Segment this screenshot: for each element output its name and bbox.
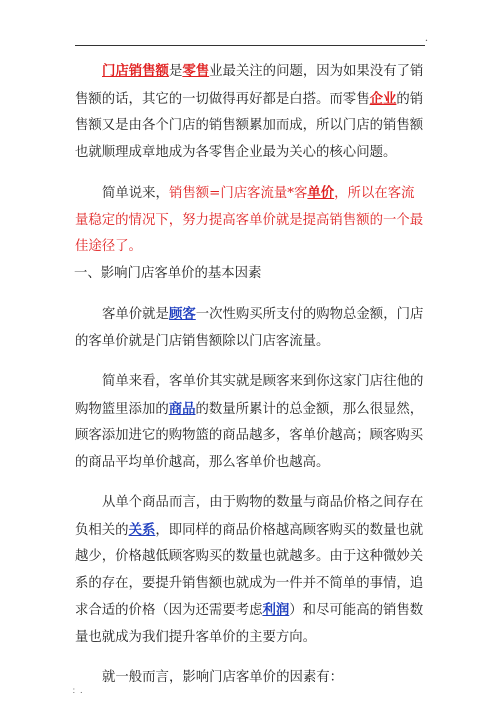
link-retail[interactable]: 零售 (182, 63, 210, 79)
text: 业最关注的问题，因为如果没有了销售额的话，其它的一切做得再好都是白搭。而零售 (75, 64, 424, 107)
text: 从单个商品而言，由于购物的数量与商品价格之间存在负相关的 (75, 495, 424, 538)
paragraph-definition (75, 301, 425, 355)
link-relation[interactable]: 关系 (128, 521, 156, 538)
paragraph-factors-intro: 就一般而言，影响门店客单价的因素有： (102, 670, 344, 685)
text: 一次性购买所支付的购物总金额，门店的客单价就是门店销售额除以门店客流量。 (75, 307, 424, 349)
text: 是 (168, 64, 183, 79)
text: 简单来看，客单价其实就是顾客来到你这家门店往他的购物篮里添加的 (75, 374, 424, 417)
footer-mark: ：. (72, 686, 83, 695)
text: ）和尽可能高的销售数量也就成为我们提升客单价的主要方向。 (75, 603, 424, 645)
link-profit[interactable]: 利润 (262, 602, 290, 618)
paragraph-price-relation (75, 490, 425, 651)
header-rule (75, 45, 425, 46)
text: 的销售额又是由各个门店的销售额累加而成，所以门店的销售额也就顺理成章地成为各零售企业最为关心的核心问题。 (75, 91, 424, 160)
paragraph-intro (75, 58, 425, 166)
paragraph-formula (75, 180, 425, 261)
link-store-sales[interactable]: 门店销售额 (102, 63, 169, 79)
document-body (75, 58, 425, 692)
link-goods[interactable]: 商品 (168, 400, 196, 417)
paragraph-basket (75, 369, 425, 476)
link-enterprise[interactable]: 企业 (369, 90, 397, 107)
text: ，即同样的商品价格越高顾客购买的数量也就越少，价格越低顾客购买的数量也就越多。由于这种微妙关系的存在，要提升销售额也就成为一件并不简单的事情，追求合适的价格（因为还需要考虑 (75, 522, 424, 618)
section-heading: 一、影响门店客单价的基本因素 (74, 265, 262, 281)
link-customer[interactable]: 顾客 (168, 306, 196, 322)
formula-text-tail: ，所以在客流量稳定的情况下，努力提高客单价就是提高销售额的一个最佳途径了。 (75, 186, 424, 254)
text: 客单价就是 (102, 307, 169, 322)
link-unit-price[interactable]: 单价 (307, 185, 335, 201)
formula-text: 销售额=门店客流量*客 (168, 186, 308, 201)
text: 的数量所累计的总金额，那么很显然，顾客添加进它的购物篮的商品越多，客单价越高；顾客购买的商品平均单价越高，那么客单价也越高。 (75, 401, 424, 470)
text: 简单说来， (102, 186, 169, 201)
header-mark: . (424, 33, 428, 44)
